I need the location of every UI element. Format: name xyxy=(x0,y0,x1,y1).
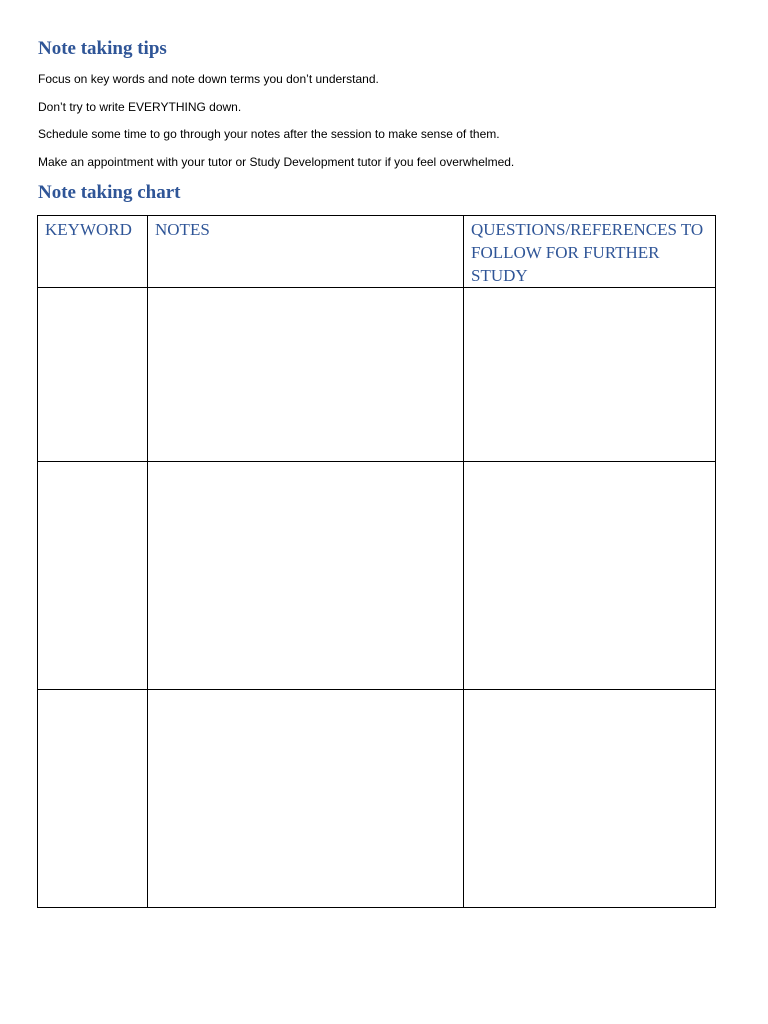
tip-item: Schedule some time to go through your notes after the session to make sense of them. xyxy=(38,127,500,141)
keyword-cell[interactable] xyxy=(38,690,148,908)
note-taking-table xyxy=(37,215,716,908)
header-notes: NOTES xyxy=(148,216,464,288)
questions-cell[interactable] xyxy=(464,690,716,908)
tips-list xyxy=(38,72,514,182)
questions-cell[interactable] xyxy=(464,288,716,462)
keyword-cell[interactable] xyxy=(38,462,148,690)
tip-item: Make an appointment with your tutor or Study Development tutor if you feel overwhelmed. xyxy=(38,154,515,169)
tips-heading: Note taking tips xyxy=(38,38,167,59)
table-header-row xyxy=(38,216,716,288)
notes-cell[interactable] xyxy=(148,288,464,462)
tip-item: Don’t try to write EVERYTHING down. xyxy=(38,99,242,114)
table-row xyxy=(38,462,716,690)
keyword-cell[interactable] xyxy=(38,288,148,462)
notes-cell[interactable] xyxy=(148,462,464,690)
notes-cell[interactable] xyxy=(148,690,464,908)
header-keyword: KEYWORD xyxy=(38,216,148,288)
tip-item: Focus on key words and note down terms you don’t understand. xyxy=(38,72,379,86)
table-row xyxy=(38,690,716,908)
header-questions-references: QUESTIONS/REFERENCES TO FOLLOW FOR FURTHER STUDY xyxy=(464,216,716,288)
questions-cell[interactable] xyxy=(464,462,716,690)
chart-heading: Note taking chart xyxy=(38,182,181,203)
table-row xyxy=(38,288,716,462)
